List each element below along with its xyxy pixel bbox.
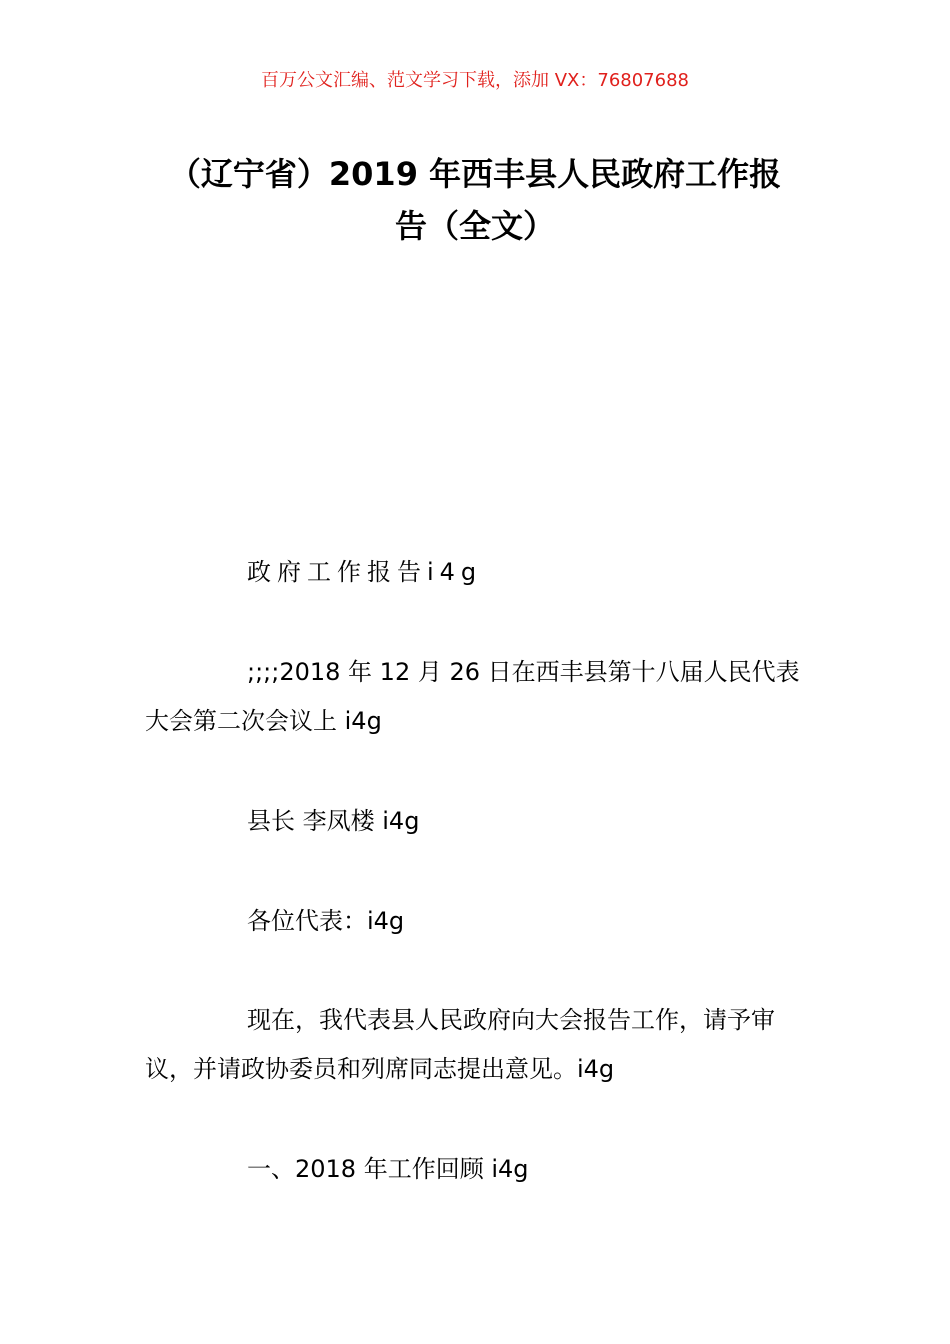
document-title [130, 148, 820, 252]
section-heading-1: 一、2018 年工作回顾 i4g [247, 1155, 529, 1183]
paragraph-speaker: 县长 李凤楼 i4g [247, 807, 420, 835]
paragraph-meeting-info: ;;;;2018 年 12 月 26 日在西丰县第十八届人民代表大会第二次会议上 i4g [145, 658, 800, 735]
paragraph-report-heading: 政府工作报告i4g [247, 558, 483, 586]
title-line-2: 告（全文） [394, 207, 555, 245]
header-watermark-note: 百万公文汇编、范文学习下载，添加 VX：76807688 [261, 70, 689, 91]
title-line-1: （辽宁省）2019 年西丰县人民政府工作报 [168, 155, 782, 193]
paragraph-salutation: 各位代表：i4g [247, 907, 405, 935]
paragraph-opening: 现在，我代表县人民政府向大会报告工作，请予审议，并请政协委员和列席同志提出意见。i4g [145, 1006, 775, 1083]
